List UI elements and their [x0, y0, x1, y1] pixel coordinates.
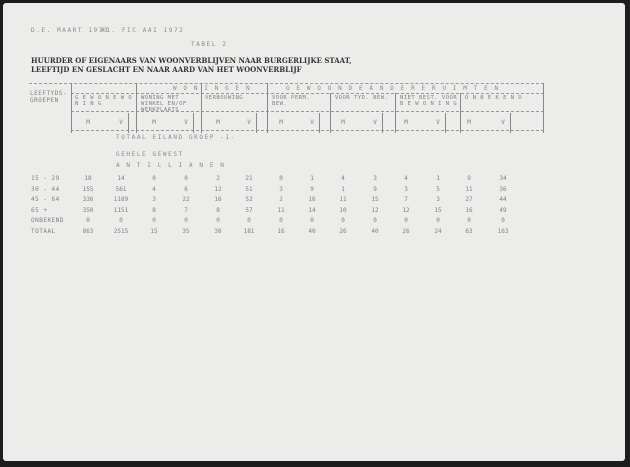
table-cell: 0 — [86, 217, 90, 224]
table-cell: 2 — [216, 175, 220, 182]
table-cell: 561 — [115, 185, 127, 193]
table-cell: 8 — [152, 206, 156, 214]
table-title-line1: HUURDER OF EIGENAARS VAN WOONVERBLIJVEN NAAR BURGERLIJKE STAAT, — [31, 56, 352, 65]
group-andere-ruimten: G E W O O N D E A N D E R E R U I M T E N — [286, 85, 500, 92]
sex-column-v: V — [119, 119, 123, 126]
table-cell: 9 — [373, 185, 377, 193]
table-cell: 11 — [339, 196, 347, 203]
row-label: 15 - 29 — [31, 175, 60, 182]
table-cell: 36 — [499, 185, 507, 193]
table-cell: 181 — [243, 227, 255, 235]
table-cell: 12 — [371, 206, 379, 214]
table-cell: 15 — [371, 196, 379, 203]
table-cell: 3 — [279, 185, 283, 193]
table-cell: 0 — [501, 217, 505, 224]
table-cell: 4 — [404, 175, 408, 182]
table-cell: 26 — [402, 227, 410, 235]
row-label: 45 - 64 — [31, 196, 60, 203]
table-cell: 14 — [117, 175, 125, 182]
table-cell: 63 — [465, 227, 473, 235]
table-cell: 21 — [245, 175, 253, 182]
table-cell: 0 — [373, 217, 377, 224]
table-title-line2: LEEFTIJD EN GESLACHT EN NAAR AARD VAN HET WOONVERBLIJF — [31, 65, 302, 74]
table-cell: 11 — [277, 206, 285, 214]
table-cell: 0 — [436, 217, 440, 224]
table-cell: 6 — [184, 185, 188, 193]
subcolumn-header: WONING MET WINKEL EN/OF WERKPLAATS — [141, 95, 187, 113]
table-cell: 2 — [279, 196, 283, 203]
table-cell: 336 — [82, 196, 94, 203]
table-cell: 0 — [184, 175, 188, 182]
table-cell: 0 — [404, 217, 408, 224]
table-cell: 1 — [436, 175, 440, 182]
table-cell: 0 — [467, 217, 471, 224]
table-cell: 3 — [404, 185, 408, 193]
table-cell: 0 — [247, 217, 251, 224]
sex-column-v: V — [247, 119, 251, 126]
table-cell: 26 — [339, 227, 347, 235]
sex-column-m: M — [467, 119, 471, 126]
column-divider — [71, 83, 72, 133]
sex-column-m: M — [341, 119, 345, 126]
table-cell: 0 — [184, 217, 188, 224]
table-cell: 0 — [152, 217, 156, 224]
table-cell: 155 — [82, 185, 94, 193]
census-label: #1. FIC AAI 1972 — [101, 27, 185, 34]
table-cell: 350 — [82, 206, 94, 214]
table-cell: 16 — [214, 196, 222, 203]
table-cell: 11 — [465, 185, 473, 193]
table-cell: 0 — [279, 175, 283, 182]
table-cell: 4 — [152, 185, 156, 193]
table-cell: 1151 — [113, 206, 129, 214]
table-cell: 38 — [214, 227, 222, 235]
sex-column-m: M — [404, 119, 408, 126]
table-number: TABEL 2 — [191, 41, 228, 48]
table-cell: 5 — [436, 185, 440, 193]
sex-column-m: M — [216, 119, 220, 126]
table-cell: 9 — [310, 185, 314, 193]
table-cell: 44 — [499, 196, 507, 203]
table-cell: 3 — [436, 196, 440, 203]
table-cell: 7 — [184, 206, 188, 214]
section-region: GEHELE GEWEST — [116, 151, 184, 158]
sex-column-m: M — [86, 119, 90, 126]
table-cell: 51 — [245, 185, 253, 193]
table-cell: 18 — [84, 175, 92, 182]
column-divider — [330, 93, 331, 133]
table-cell: 1 — [341, 185, 345, 193]
group-woningen: W O N I N G E N — [173, 85, 252, 92]
table-cell: 0 — [152, 175, 156, 182]
table-cell: 12 — [402, 206, 410, 214]
column-divider — [201, 83, 202, 133]
table-cell: 7 — [404, 196, 408, 203]
sex-column-v: V — [373, 119, 377, 126]
subcolumn-header: G E W O N E W O N I N G — [75, 95, 133, 107]
table-cell: 10 — [339, 206, 347, 214]
row-label: 65 + — [31, 206, 48, 214]
table-cell: 22 — [182, 196, 190, 203]
table-cell: 14 — [308, 206, 316, 214]
table-cell: 1 — [310, 175, 314, 182]
table-cell: 27 — [465, 196, 473, 203]
table-cell: 16 — [308, 196, 316, 203]
sex-column-v: V — [310, 119, 314, 126]
table-cell: 8 — [216, 206, 220, 214]
section-group: A N T I L L I A N E N — [116, 162, 226, 169]
subcolumn-header: VOOR PERM. BEW. — [272, 95, 311, 107]
sex-column-m: M — [279, 119, 283, 126]
table-cell: 4 — [341, 175, 345, 182]
table-cell: 15 — [150, 227, 158, 235]
table-cell: 34 — [499, 175, 507, 182]
sex-column-v: V — [184, 119, 188, 126]
table-cell: 49 — [499, 206, 507, 214]
row-header: LEEFTYDS-GROEPEN — [30, 90, 68, 104]
table-cell: 24 — [434, 227, 442, 235]
table-cell: 40 — [308, 227, 316, 235]
table-cell: 12 — [214, 185, 222, 193]
subcolumn-header: VOOR TYD. BEW. — [335, 95, 389, 101]
row-label: ONBEKEND — [31, 217, 64, 224]
table-cell: 52 — [245, 196, 253, 203]
table-cell: 3 — [373, 175, 377, 182]
sex-column-m: M — [152, 119, 156, 126]
table-cell: 163 — [497, 227, 509, 235]
table-cell: 0 — [119, 217, 123, 224]
table-cell: 35 — [182, 227, 190, 235]
table-cell: 16 — [465, 206, 473, 214]
sex-column-v: V — [436, 119, 440, 126]
section-total: TOTAAL EILAND GROEP -1- — [116, 134, 236, 141]
table-cell: 40 — [371, 227, 379, 235]
table-cell: 2515 — [113, 227, 129, 235]
table-cell: 3 — [152, 196, 156, 203]
table-cell: 0 — [216, 217, 220, 224]
column-divider — [395, 93, 396, 133]
column-divider — [543, 83, 544, 133]
subcolumn-header: VERBOUWING — [205, 95, 244, 101]
table-cell: 16 — [277, 227, 285, 235]
row-label: 30 - 44 — [31, 185, 60, 193]
table-cell: 57 — [245, 206, 253, 214]
table-cell: 0 — [310, 217, 314, 224]
table-cell: 9 — [467, 175, 471, 182]
table-cell: 0 — [279, 217, 283, 224]
document-reference: D.E. MAART 1973 — [31, 27, 110, 34]
row-label: TOTAAL — [31, 227, 56, 235]
subcolumn-header: O N B E K E N D — [465, 95, 523, 101]
table-cell: 863 — [82, 227, 94, 235]
subcolumn-header: NIET BEST. VOOR B E W O N I N G — [400, 95, 458, 107]
document-page — [3, 3, 625, 461]
sex-column-v: V — [501, 119, 505, 126]
table-cell: 15 — [434, 206, 442, 214]
column-divider — [136, 83, 137, 133]
column-divider — [460, 93, 461, 133]
table-cell: 0 — [341, 217, 345, 224]
table-cell: 1189 — [113, 196, 129, 203]
